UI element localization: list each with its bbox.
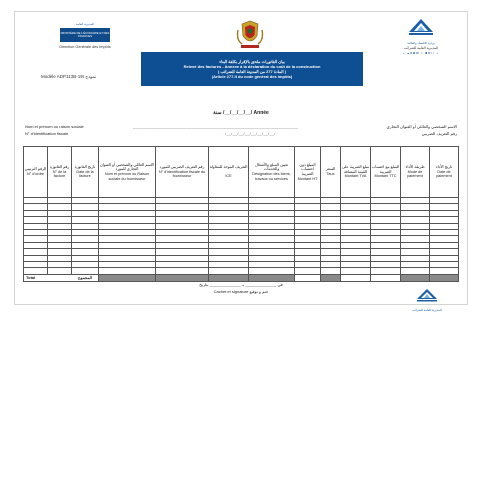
col-amount-ttc: المبلغ مع احتساب الضريبة Montant TTC <box>371 147 401 198</box>
header-right <box>385 18 457 55</box>
form-sheet <box>14 11 468 305</box>
name-label-ar: الاسم الشخصي والعائلي أو العنوان التجاري <box>386 124 457 129</box>
col-payment-mode: طريقة الأداء Mode de paiement <box>401 147 430 198</box>
tax-id-input[interactable]: /__/__/__/__/__/__/__/__/ <box>225 131 276 136</box>
total-ttc-cell[interactable] <box>371 274 401 281</box>
header-left <box>45 22 125 49</box>
col-invoice-number: رقم الفاتورة N° de la facture <box>48 147 72 198</box>
article-fr: (Article 277-II du code général des impôts) <box>211 74 293 80</box>
table-cell <box>401 274 430 281</box>
ministry-logo-caption: المديرية العامة <box>75 22 95 26</box>
footer-logo <box>412 288 442 312</box>
total-tva-cell[interactable] <box>341 274 371 281</box>
form-title-banner <box>141 52 363 86</box>
tax-id-label: N° d'identification fiscale <box>25 131 69 136</box>
table-cell <box>156 274 209 281</box>
table-cell <box>99 274 156 281</box>
title-ar: بيان الفاتورات ملحق بالإقرار بكلفة البناء <box>219 58 285 64</box>
col-supplier-name: الاسم العائلي والشخصي أو العنوان التجاري للمورد Nom et prénom ou Raison sociale du fournisseur <box>99 147 156 198</box>
footer-logo-text: المديرية العامة للضرائب <box>412 308 442 312</box>
tax-authority-logo-icon <box>406 18 436 36</box>
col-amount-tva: مبلغ الضريبة على القيمة المضافة Montant TVA <box>341 147 371 198</box>
table-cell <box>209 274 249 281</box>
ministry-name-ar: وزارة الاقتصاد والمالية <box>407 41 435 45</box>
invoice-table <box>23 146 459 282</box>
total-label: Total المجموع <box>24 274 99 281</box>
col-designation: تعيين السلع والأشغال والخدمات Désignation des biens, travaux ou services <box>249 147 295 198</box>
coat-of-arms-icon <box>236 20 264 50</box>
col-payment-date: تاريخ الأداء Date de paiement <box>430 147 459 198</box>
direction-name-ar: المديرية العامة للضرائب <box>403 46 439 50</box>
tax-id-label-ar: رقم التعريف الضريبي <box>421 131 457 136</box>
table-cell <box>249 274 295 281</box>
table-cell <box>430 274 459 281</box>
col-ice: التعريف الموحد للمقاولة ICE <box>209 147 249 198</box>
article-ar: ( المادة 277 من المدونة العامة للضرائب ) <box>217 69 287 74</box>
direction-name: Direction Générale des Impôts <box>59 45 111 49</box>
ministry-logo-text: MINISTÈRE DE L'ÉCONOMIE ET DES FINANCES <box>60 31 110 38</box>
ministry-logo <box>60 28 110 42</box>
col-amount-ht: المبلغ دون احتساب الضريبة Montant HT <box>295 147 321 198</box>
date-place-line[interactable]: في ______________ بـ ______________ بتاريخ <box>199 282 283 287</box>
col-rate: السعر Taux <box>321 147 341 198</box>
table-cell <box>321 274 341 281</box>
col-supplier-tax-id: رقم التعريف الضريبي للمورد N° d'identification fiscale du fournisseur <box>156 147 209 198</box>
model-number: Modèle ADP113B-19I نموذج <box>41 74 97 79</box>
title-fr: Relevé des factures - Annexe à la déclaration du coût de la construction <box>183 63 321 69</box>
name-input[interactable]: ____________________________________________________________________ <box>133 124 298 129</box>
col-invoice-date: تاريخ الفاتورة Date de la facture <box>72 147 99 198</box>
total-row <box>24 274 459 281</box>
signature-label: Cachet et signature ختم و توقيع <box>213 289 269 294</box>
tifinagh-caption: + ⴰⵎⵓⵔ ⵏ ⵓⵎⵏⵏ + <box>402 51 440 55</box>
total-ht-cell[interactable] <box>295 274 321 281</box>
col-order: الرقم الترتيبي N° d'ordre <box>24 147 48 198</box>
table-header-row <box>24 147 459 198</box>
year-field[interactable]: سنة /__/__/__/__/ Année <box>213 110 269 116</box>
tax-authority-footer-icon <box>415 288 439 302</box>
name-label: Nom et prénom ou raison sociale <box>25 124 84 129</box>
